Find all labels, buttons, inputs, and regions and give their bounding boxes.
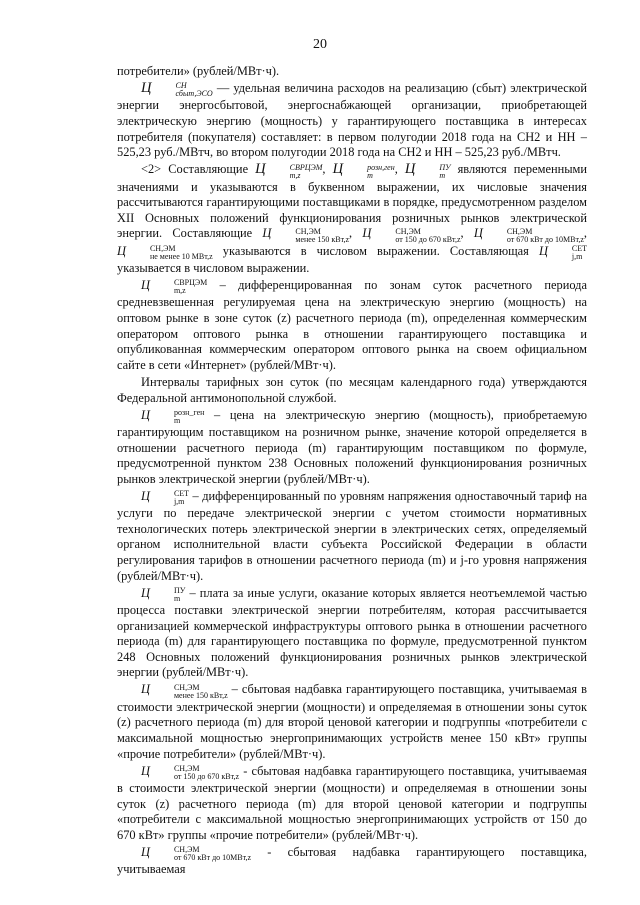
paragraph-rozn-gen: Ц розн_ген m – цена на электрическую энергию (мощность), приобретаемую гарантирующим поставщиком на розничном рынке, значение которой определяется в отношении расчетного периода (m) гарантирующим поставщиком по формуле, предусмотренной пунктом 238 Основных положений функционирования розничных рынков электрической энергии (рублей/МВт·ч). xyxy=(117,407,587,486)
formula-symbol: Ц розн_ген m xyxy=(141,407,205,425)
paragraph-pu: Ц ПУ m – плата за иные услуги, оказание которых является неотъемлемой частью процесса поставки электрической энергии потребителям, которая рассчитывается организацией коммерческой инфраструктуры оптового рынка в отношении расчетного периода (m) для гарантирующего поставщика по формуле, предусмотренной пунктом 248 Основных положений функционирования розничных рынков электрической энергии (рублей/МВт·ч). xyxy=(117,585,587,680)
paragraph-sn-less-150: Ц СН,ЭМ менее 150 кВт,z – сбытовая надбавка гарантирующего поставщика, учитываемая в стоимости электрической энергии (мощности) и определяемая в отношении зоны суток (z) расчетного периода (m) для второй ценовой категории и подгруппы «потребители с максимальной мощностью энергопринимающих устройств менее 150 кВт» группы «прочие потребители» (рублей/МВт·ч). xyxy=(117,682,587,761)
paragraph-continuation: потребители» (рублей/МВт·ч). xyxy=(117,64,280,78)
formula-symbol: Ц ПУ m xyxy=(141,585,186,603)
paragraph-svrcem: Ц СВРЦЭМ m,z – дифференцированная по зонам суток расчетного периода средневзвешенная регулируемая цена на электрическую энергию (мощность) на оптовом рынке в зоне суток (z) расчетного периода (m), определенная коммерческим оператором оптового рынка в отношении гарантирующего поставщика и опубликованная коммерческим оператором оптового рынка на своем официальном сайте в сети «Интернет» (рублей/МВт·ч). xyxy=(117,278,587,372)
paragraph-sn-150-670: Ц СН,ЭМ от 150 до 670 кВт,z - сбытовая надбавка гарантирующего поставщика, учитываемая в стоимости электрической энергии (мощности) и определяемая в отношении зоны суток (z) расчетного периода (m) для второй ценовой категории и подгруппы «потребители с максимальной мощностью энергопринимающих устройств от 150 до 670 кВт» группы «прочие потребители» (рублей/МВт·ч). xyxy=(117,763,587,842)
formula-symbol: Ц СН,ЭМ от 670 кВт до 10МВт,z xyxy=(473,226,584,244)
paragraph-sn-670-10mw: Ц СН,ЭМ от 670 кВт до 10МВт,z - сбытовая надбавка гарантирующего поставщика, учитываемая xyxy=(117,844,587,877)
formula-symbol: Ц СН,ЭМ от 150 до 670 кВт,z xyxy=(362,226,461,244)
formula-symbol: Ц ПУ m xyxy=(404,161,451,180)
formula-symbol: Ц СВРЦЭМ m,z xyxy=(255,161,323,180)
formula-symbol: Ц СН,ЭМ от 150 до 670 кВт,z xyxy=(141,763,240,781)
page-number: 20 xyxy=(313,37,327,52)
paragraph-sbyt-eso: Ц СН сбыт,ЭСО — удельная величина расходов на реализацию (сбыт) электрической энергии энергосбытовой, энергоснабжающей организации, приобретающей электрическую энергию (мощность) у гарантирующего поставщика в интересах потребителя (покупателя) составляет: в первом полугодии 2018 года на СН2 и НН – 525,23 руб./МВтч, во втором полугодии 2018 года на СН2 и НН – 525,23 руб./МВтч. xyxy=(117,80,587,160)
formula-symbol: Ц СН,ЭМ от 670 кВт до 10МВт,z xyxy=(141,844,252,863)
paragraph-set: Ц СЕТ j,m – дифференцированный по уровням напряжения одноставочный тариф на услуги по передаче электрической энергии с учетом стоимости нормативных технологических потерь электрической энергии в электрических сетях, определяемый органом исполнительной власти субъекта Российской Федерации в области регулирования тарифов в отношении расчетного периода (m) и j-го уровня напряжения (рублей/МВт·ч). xyxy=(117,488,587,583)
formula-symbol: Ц СЕТ j,m xyxy=(141,488,190,507)
formula-symbol: Ц СН,ЭМ не менее 10 МВт,z xyxy=(117,243,213,262)
formula-symbol: Ц СН сбыт,ЭСО xyxy=(141,80,213,99)
formula-symbol: Ц СЕТ j,m xyxy=(538,243,587,262)
formula-symbol: Ц СН,ЭМ менее 150 кВт,z xyxy=(141,682,228,700)
formula-symbol: Ц СН,ЭМ менее 150 кВт,z xyxy=(262,226,350,244)
document-body xyxy=(117,64,587,879)
formula-symbol: Ц СВРЦЭМ m,z xyxy=(141,278,208,296)
formula-symbol: Ц розн,ген m xyxy=(332,161,395,180)
paragraph-intervals: Интервалы тарифных зон суток (по месяцам календарного года) утверждаются Федеральной антимонопольной службой. xyxy=(117,374,587,405)
paragraph-footnote-2: <2> Составляющие Ц СВРЦЭМ m,z , Ц розн,ген m , Ц ПУ m являются переменными значениями и указываются в буквенном выражении, их числовые значения рассчитываются гарантирующими поставщиками в порядке, предусмотренном разделом XII Основных положений функционирования розничных рынков электрической энергии. Составляющие Ц СН,ЭМ менее 150 кВт,z , Ц СН,ЭМ от 150 до 670 кВт,z , Ц СН,ЭМ от 670 кВт до 10МВт,z , Ц СН,ЭМ не менее 10 МВт,z указываются в числовом выражении. Составляющая Ц СЕТ j,m указывается в числовом выражении. xyxy=(117,161,588,276)
